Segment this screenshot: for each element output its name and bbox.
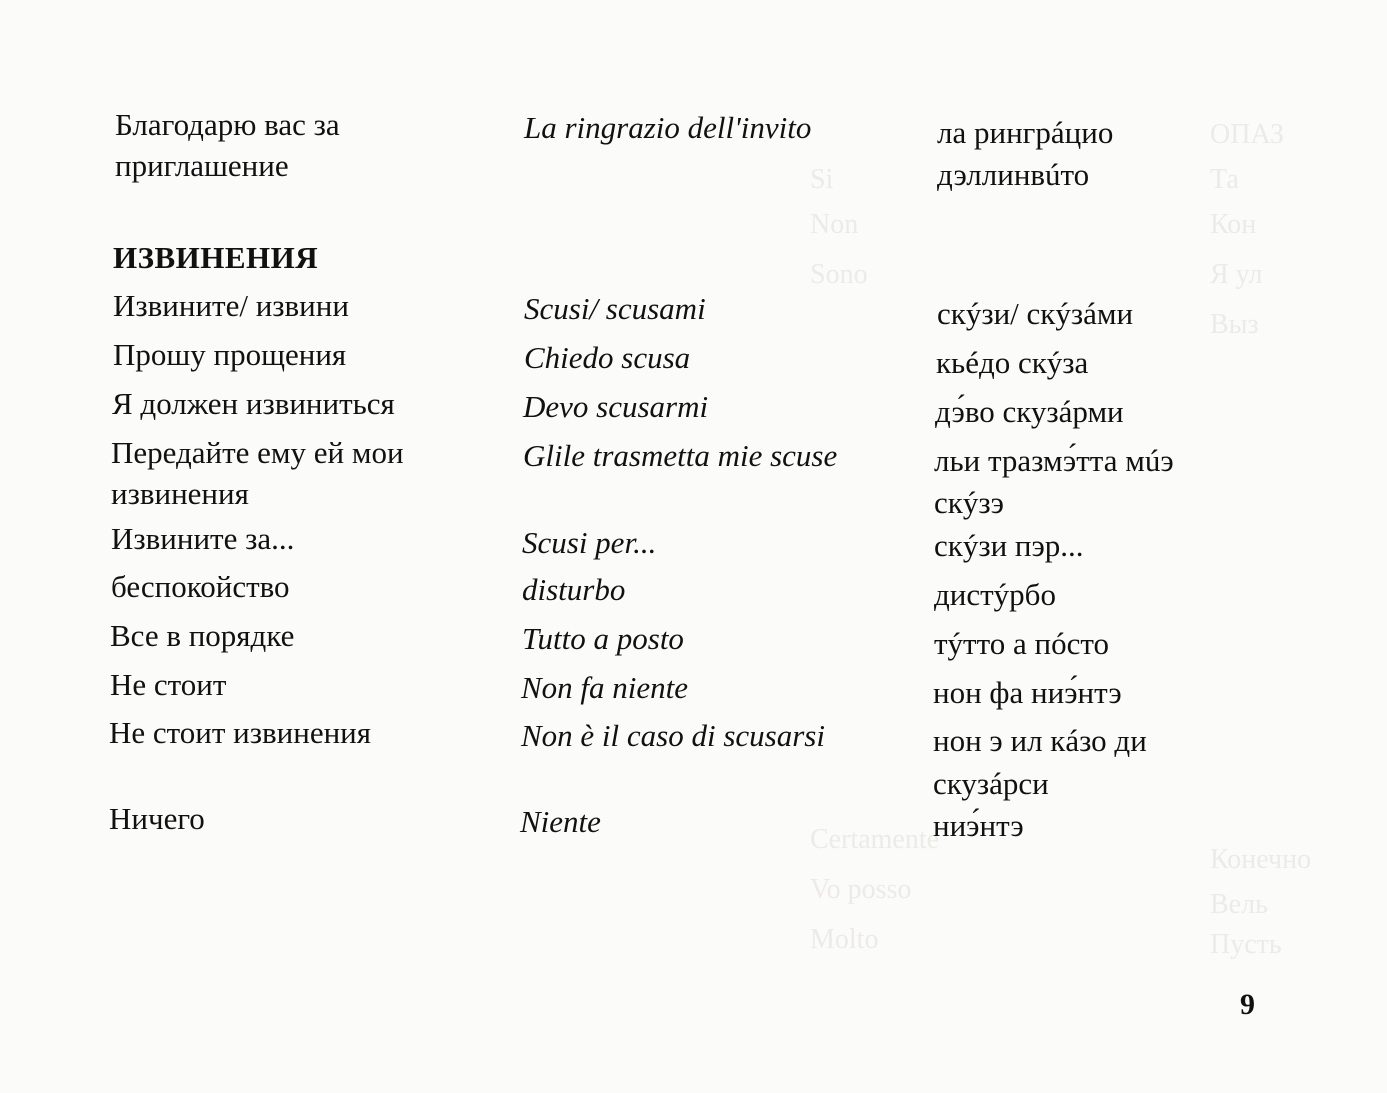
bleed-through: Non	[810, 209, 859, 240]
bleed-through: Вель	[1210, 889, 1268, 920]
russian-phrase: Ничего	[109, 801, 205, 836]
italian-phrase: Glile trasmetta mie scuse	[523, 438, 838, 473]
russian-phrase: Все в порядке	[110, 618, 295, 653]
transcription: скýзи пэр...	[934, 528, 1084, 563]
bleed-through: Кон	[1210, 209, 1257, 240]
bleed-through: Я ул	[1210, 259, 1263, 290]
bleed-through: Та	[1210, 164, 1239, 195]
section-heading: ИЗВИНЕНИЯ	[113, 240, 319, 275]
italian-phrase: La ringrazio dell'invito	[524, 110, 812, 145]
italian-phrase: Non è il caso di scusarsi	[521, 718, 825, 753]
russian-phrase: Благодарю вас за	[115, 107, 340, 142]
bleed-through: ОПАЗ	[1210, 119, 1284, 150]
italian-phrase: Niente	[520, 804, 601, 839]
bleed-through: Molto	[810, 924, 879, 955]
transcription: нон фа ниэ́нтэ	[933, 675, 1122, 710]
russian-phrase: приглашение	[115, 148, 289, 183]
bleed-through: Certamente	[810, 824, 940, 855]
italian-phrase: Devo scusarmi	[523, 389, 709, 424]
italian-phrase: Non fa niente	[521, 670, 689, 705]
russian-phrase: Не стоит извинения	[109, 715, 372, 750]
russian-phrase: извинения	[111, 476, 249, 511]
transcription: дистýрбо	[934, 577, 1056, 612]
transcription: скузáрси	[933, 766, 1049, 801]
page-number: 9	[1240, 988, 1255, 1021]
italian-phrase: disturbo	[522, 572, 626, 607]
russian-phrase: беспокойство	[111, 569, 290, 604]
russian-phrase: Я должен извиниться	[112, 386, 395, 421]
italian-phrase: Tutto a posto	[522, 621, 684, 656]
italian-phrase: Chiedo scusa	[524, 340, 691, 375]
bleed-through: Выз	[1210, 309, 1259, 340]
bleed-through: Si	[810, 164, 834, 195]
transcription: скýзи/ скýзáми	[937, 296, 1134, 331]
transcription: тýтто а пóсто	[934, 626, 1109, 661]
russian-phrase: Передайте ему ей мои	[111, 435, 404, 470]
transcription: льи тразмэ́тта мúэ	[934, 443, 1174, 478]
transcription: ла рингрáцио	[937, 115, 1114, 150]
italian-phrase: Scusi per...	[522, 525, 657, 560]
transcription: ниэ́нтэ	[933, 808, 1024, 843]
italian-phrase: Scusi/ scusami	[524, 291, 706, 326]
bleed-through: Конечно	[1210, 844, 1312, 875]
russian-phrase: Прошу прощения	[113, 337, 347, 372]
russian-phrase: Извините за...	[111, 521, 295, 556]
transcription: дэллинвúто	[937, 157, 1090, 192]
bleed-through: Vo posso	[810, 874, 912, 905]
russian-phrase: Извините/ извини	[113, 288, 349, 323]
bleed-through: Пусть	[1210, 929, 1282, 960]
transcription: дэ́во скузáрми	[935, 394, 1124, 429]
bleed-through: Sono	[810, 259, 868, 290]
russian-phrase: Не стоит	[110, 667, 227, 702]
transcription: скýзэ	[934, 485, 1004, 520]
transcription: кьéдо скýза	[936, 345, 1089, 380]
transcription: нон э ил кáзо ди	[933, 723, 1147, 758]
